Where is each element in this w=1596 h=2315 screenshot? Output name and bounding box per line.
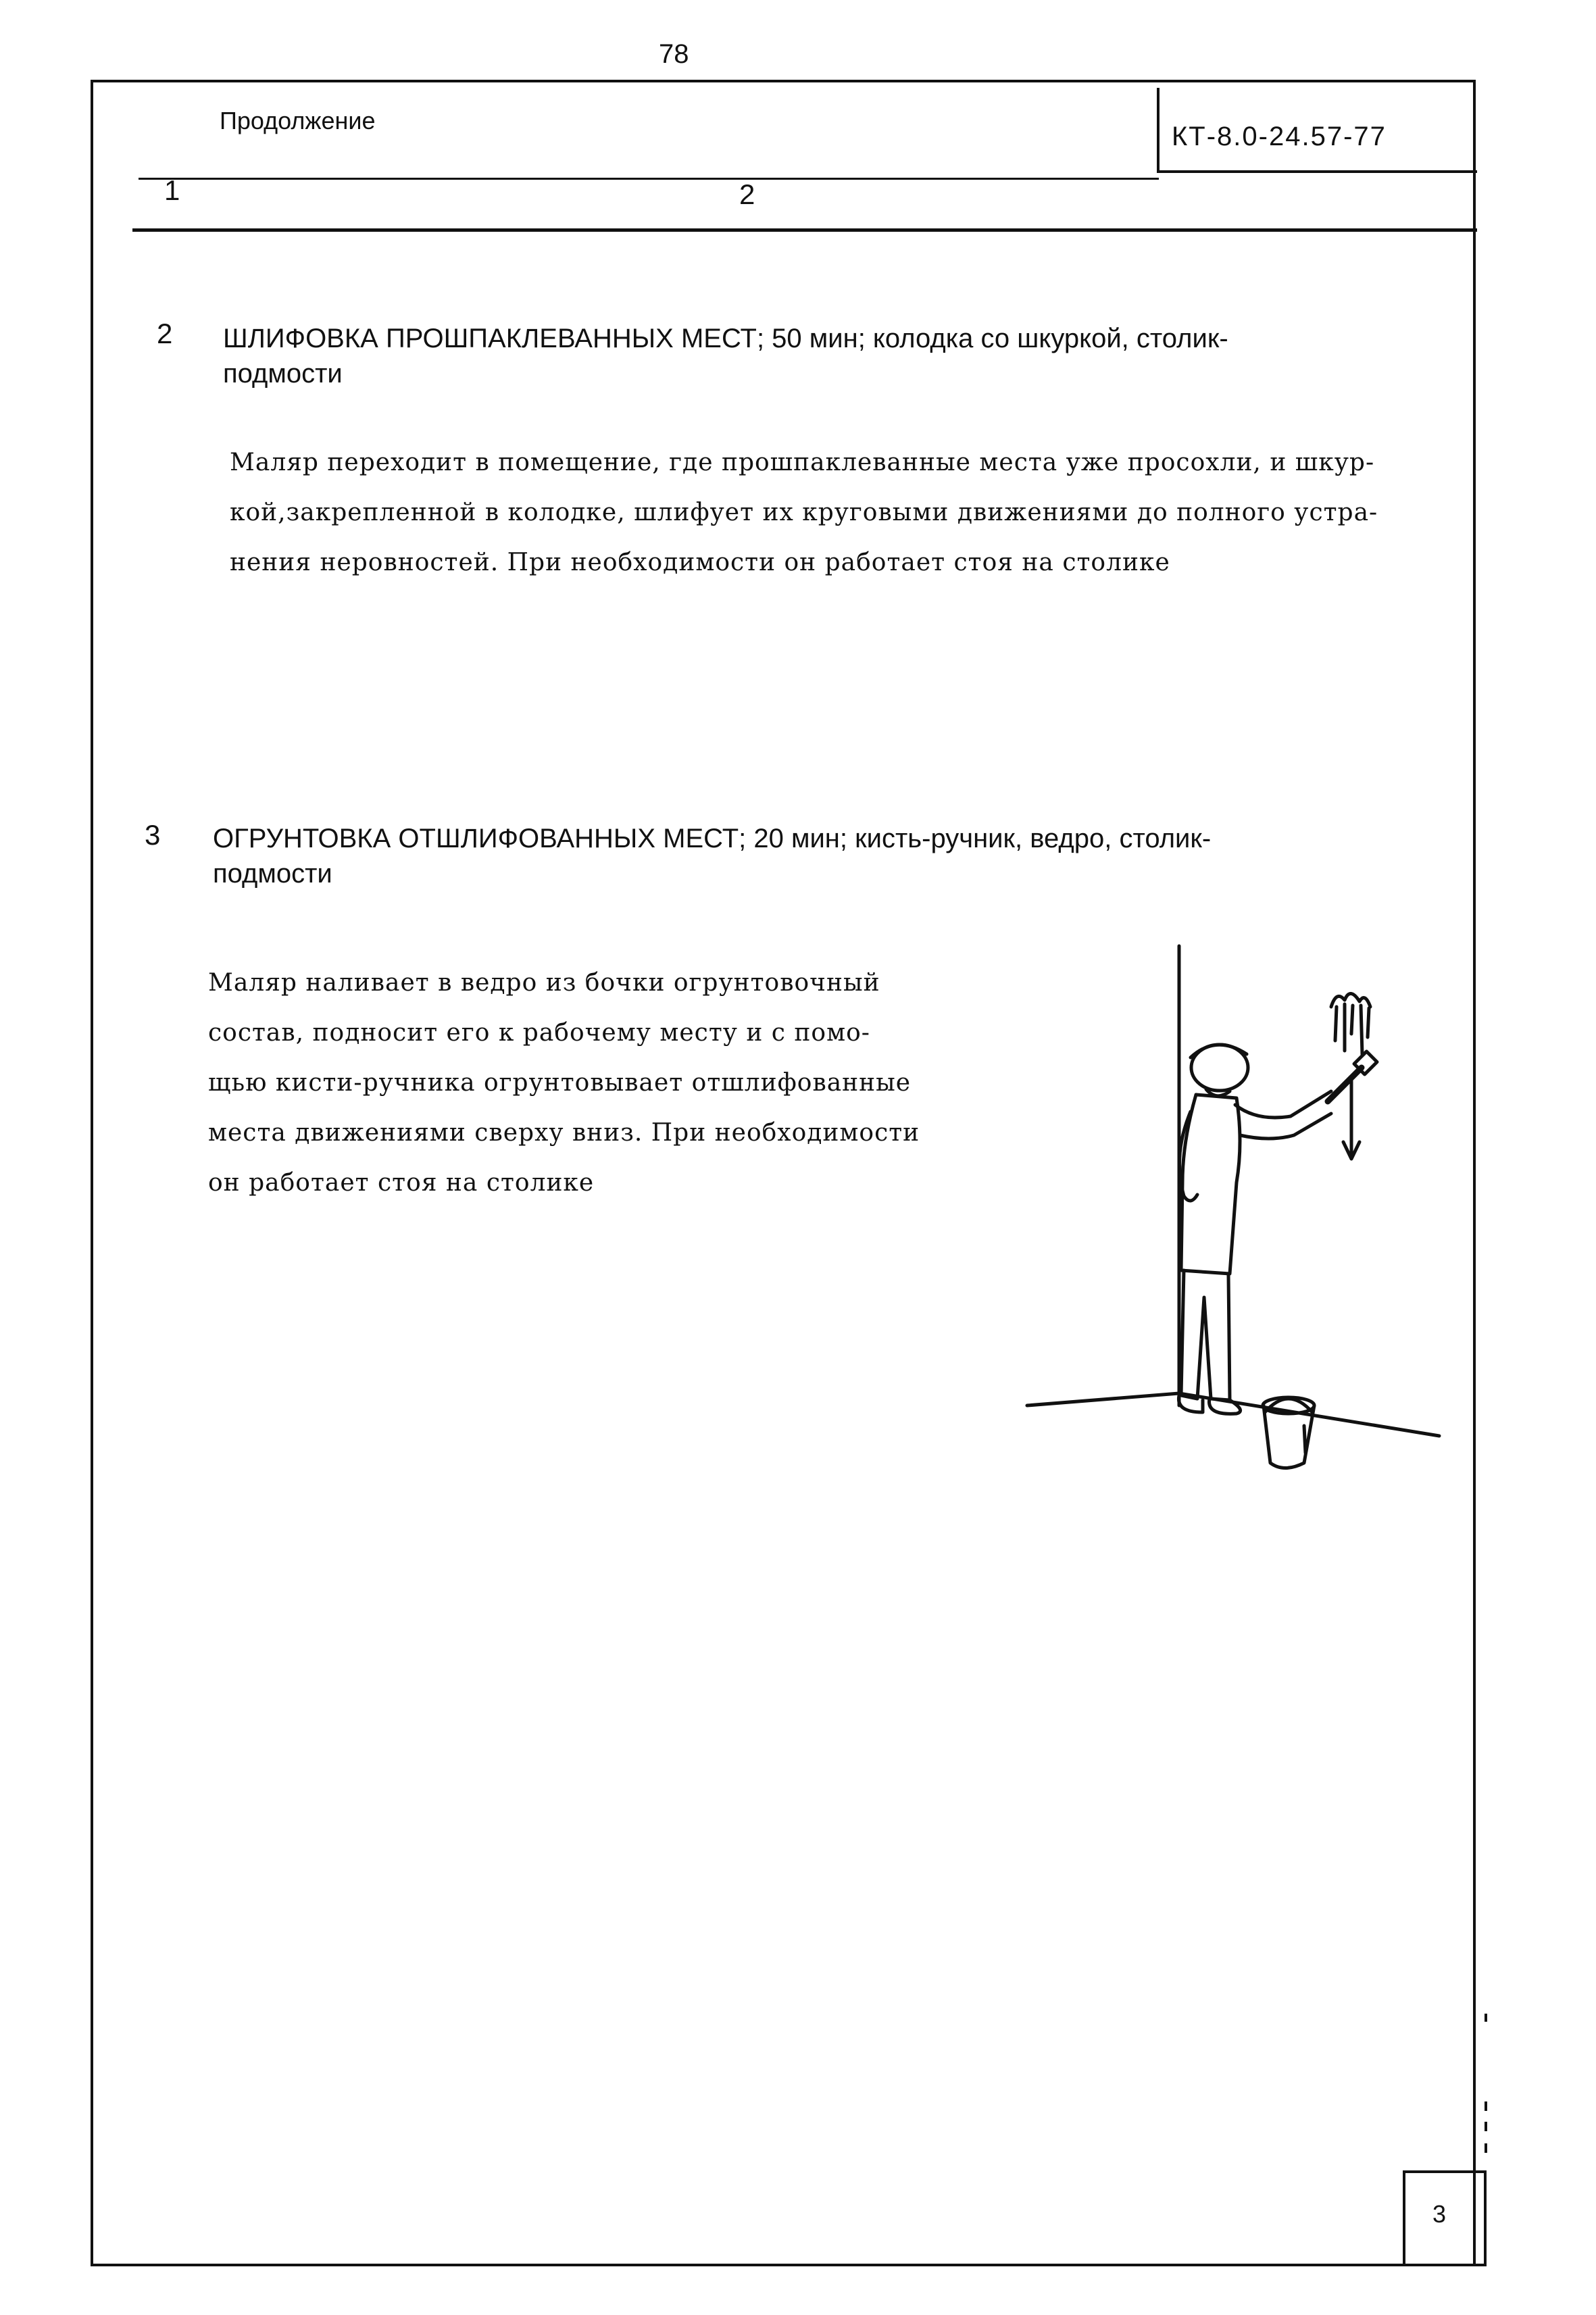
header-rule: [139, 178, 1159, 180]
continuation-label: Продолжение: [220, 107, 376, 134]
operation-title: [213, 821, 1476, 891]
painter-priming-wall-icon: [1014, 939, 1460, 1493]
edge-mark: [1485, 2122, 1487, 2131]
text-line: Маляр наливает в ведро из бочки огрунтовочный: [208, 969, 880, 997]
operation-number: 2: [157, 318, 173, 349]
operation-title-cont: подмости: [213, 859, 332, 889]
sheet-number: 3: [1432, 2200, 1447, 2228]
edge-mark: [1485, 2101, 1487, 2111]
operation-title: [223, 321, 1473, 391]
operation-title-cont: подмости: [223, 359, 343, 389]
column-number-1: 1: [164, 174, 180, 206]
column-number-2: 2: [739, 178, 755, 210]
operation-title-line: ОГРУНТОВКА ОТШЛИФОВАННЫХ МЕСТ; 20 мин; кисть-ручник, ведро, столик-: [213, 824, 1212, 853]
text-line: он работает стоя на столике: [208, 1169, 595, 1197]
text-line: кой,закрепленной в колодке, шлифует их круговыми движениями до полного устра-: [230, 499, 1378, 526]
text-line: места движениями сверху вниз. При необходимости: [208, 1119, 920, 1147]
edge-mark: [1485, 2014, 1487, 2022]
text-line: состав, подносит его к рабочему месту и с помо-: [208, 1019, 870, 1047]
column-header-rule: [132, 228, 1477, 232]
edge-mark: [1485, 2143, 1487, 2153]
operation-title-line: ШЛИФОВКА ПРОШПАКЛЕВАННЫХ МЕСТ; 50 мин; колодка со шкуркой, столик-: [223, 324, 1228, 353]
text-line: щью кисти-ручника огрунтовывает отшлифованные: [208, 1069, 912, 1097]
text-line: Маляр переходит в помещение, где прошпаклеванные места уже просохли, и шкур-: [230, 449, 1375, 476]
operation-description: [230, 438, 1480, 588]
operation-description: [208, 958, 1019, 1208]
page-number: 78: [659, 39, 689, 69]
text-line: нения неровностей. При необходимости он работает стоя на столике: [230, 549, 1170, 576]
operation-number: 3: [145, 819, 161, 851]
document-code: КТ-8.0-24.57-77: [1172, 122, 1387, 151]
